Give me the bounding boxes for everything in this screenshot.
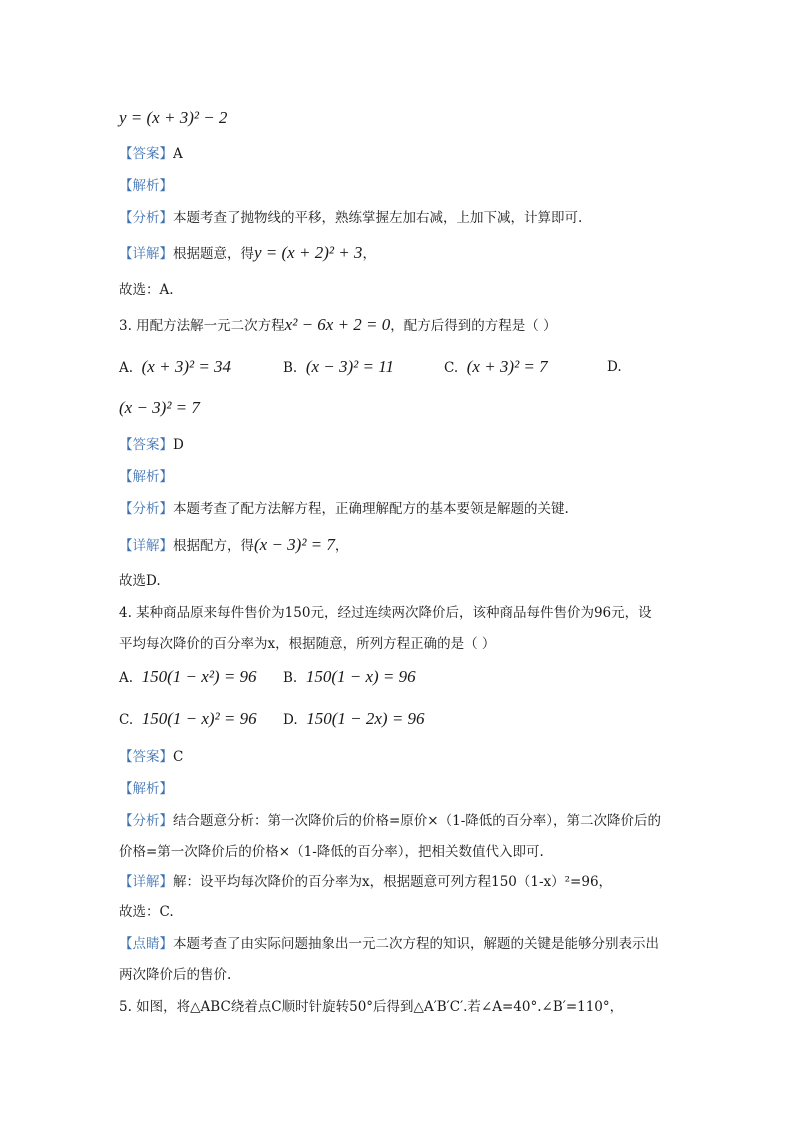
q4-answer-text: C xyxy=(173,749,184,765)
q4-dianjing-tag: 【点睛】 xyxy=(119,936,173,952)
detail-line xyxy=(119,243,376,264)
q4-text-2: 平均每次降价的百分率为x，根据随意，所列方程正确的是（ ） xyxy=(119,636,496,652)
q3-xiangjie-math: (x − 3)² = 7 xyxy=(254,535,335,554)
q4-xiangjie-tag: 【详解】 xyxy=(119,874,173,890)
q3-xiangjie-end: ， xyxy=(334,538,349,554)
q3-equation: x² − 6x + 2 = 0 xyxy=(284,315,391,334)
q3-xiangjie xyxy=(119,535,348,556)
q4-option-c-label: C. xyxy=(119,712,134,728)
q3-suffix: ，配方后得到的方程是（ ） xyxy=(390,318,557,334)
q3-answer xyxy=(119,435,184,455)
q3-option-c-label: C. xyxy=(444,360,459,376)
q4-option-d xyxy=(283,709,425,730)
select-text: 故选：A. xyxy=(119,282,174,298)
question-4-line-2 xyxy=(119,634,495,654)
answer-line xyxy=(119,144,183,164)
q3-option-a-label: A. xyxy=(119,360,134,376)
q4-answer-tag: 【答案】 xyxy=(119,749,173,765)
q3-answer-tag: 【答案】 xyxy=(119,437,173,453)
q4-option-c-math: 150(1 − x)² = 96 xyxy=(141,709,257,728)
q3-answer-text: D xyxy=(173,437,184,453)
answer-tag: 【答案】 xyxy=(119,146,173,162)
q3-prefix: 3. 用配方法解一元二次方程 xyxy=(119,318,285,334)
q3-option-b-label: B. xyxy=(283,360,298,376)
q3-xiangjie-text: 根据配方，得 xyxy=(173,538,254,554)
question-3 xyxy=(119,315,557,336)
q4-option-d-label: D. xyxy=(283,712,298,728)
answer-text: A xyxy=(173,146,183,162)
xiangjie-tag: 【详解】 xyxy=(119,246,173,262)
q3-option-a xyxy=(119,357,231,378)
q4-xiangjie-text: 解：设平均每次降价的百分率为x，根据题意可列方程150（1-x）²=96， xyxy=(173,874,613,890)
fenxi-tag: 【分析】 xyxy=(119,210,173,226)
q4-option-b-math: 150(1 − x) = 96 xyxy=(305,667,416,686)
xiangjie-end: ， xyxy=(362,246,376,262)
q4-text-1: 4. 某种商品原来每件售价为150元，经过连续两次降价后，该种商品每件售价为96元，设 xyxy=(119,605,652,621)
q3-xiangjie-tag: 【详解】 xyxy=(119,538,173,554)
q4-analysis-header xyxy=(119,779,173,799)
analysis-tag: 【解析】 xyxy=(119,178,173,194)
xiangjie-formula: y = (x + 2)² + 3 xyxy=(254,243,363,262)
q4-fenxi-1 xyxy=(119,811,661,831)
q4-option-a-math: 150(1 − x²) = 96 xyxy=(141,667,257,686)
formula-line xyxy=(119,108,227,129)
q4-select-text: 故选：C. xyxy=(119,904,174,920)
q4-option-a-label: A. xyxy=(119,670,134,686)
question-4-line-1 xyxy=(119,603,652,623)
xiangjie-text: 根据题意，得 xyxy=(173,246,254,262)
q4-xiangjie xyxy=(119,872,612,892)
q4-fenxi-text-1: 结合题意分析：第一次降价后的价格=原价×（1-降低的百分率），第二次降价后的 xyxy=(173,813,662,829)
q3-fenxi-tag: 【分析】 xyxy=(119,501,173,517)
q4-dianjing-2 xyxy=(119,965,231,985)
q4-dianjing-1 xyxy=(119,934,659,954)
q3-fenxi-text: 本题考查了配方法解方程，正确理解配方的基本要领是解题的关键. xyxy=(173,501,569,517)
q4-fenxi-2 xyxy=(119,842,544,862)
q4-select xyxy=(119,902,174,922)
q3-option-c-math: (x + 3)² = 7 xyxy=(466,357,548,376)
q4-option-d-math: 150(1 − 2x) = 96 xyxy=(306,709,425,728)
q3-fenxi xyxy=(119,499,569,519)
q3-analysis-header xyxy=(119,467,173,487)
q4-fenxi-text-2: 价格=第一次降价后的价格×（1-降低的百分率），把相关数值代入即可. xyxy=(119,844,544,860)
select-line xyxy=(119,280,174,300)
q3-analysis-tag: 【解析】 xyxy=(119,469,173,485)
analysis-header xyxy=(119,176,173,196)
q3-select xyxy=(119,571,161,591)
q5-text-1: 5. 如图，将△ABC绕着点C顺时针旋转50°后得到△A′B′C′.若∠A=40°.∠B′=110°， xyxy=(119,999,624,1015)
q3-option-c xyxy=(444,357,548,378)
q3-option-b-math: (x − 3)² = 11 xyxy=(305,357,394,376)
q3-option-b xyxy=(283,357,394,378)
q4-answer xyxy=(119,747,183,767)
q3-option-d-math: (x − 3)² = 7 xyxy=(119,398,200,417)
q4-option-a xyxy=(119,667,257,688)
formula: y = (x + 3)² − 2 xyxy=(119,108,228,127)
q3-option-d-label-text: D. xyxy=(607,359,622,375)
q3-option-a-math: (x + 3)² = 34 xyxy=(141,357,232,376)
q4-option-c xyxy=(119,709,257,730)
q4-option-b-label: B. xyxy=(283,670,298,686)
q4-analysis-tag: 【解析】 xyxy=(119,781,173,797)
q3-select-text: 故选D. xyxy=(119,573,161,589)
q3-option-d xyxy=(119,398,200,419)
analysis-line xyxy=(119,208,582,228)
q4-fenxi-tag: 【分析】 xyxy=(119,813,173,829)
q4-dianjing-text-1: 本题考查了由实际问题抽象出一元二次方程的知识，解题的关键是能够分别表示出 xyxy=(173,936,659,952)
q3-option-d-label xyxy=(607,357,622,377)
question-5-line-1 xyxy=(119,997,623,1017)
fenxi-text: 本题考查了抛物线的平移，熟练掌握左加右减，上加下减，计算即可. xyxy=(173,210,583,226)
q4-option-b xyxy=(283,667,416,688)
q4-dianjing-text-2: 两次降价后的售价. xyxy=(119,967,232,983)
